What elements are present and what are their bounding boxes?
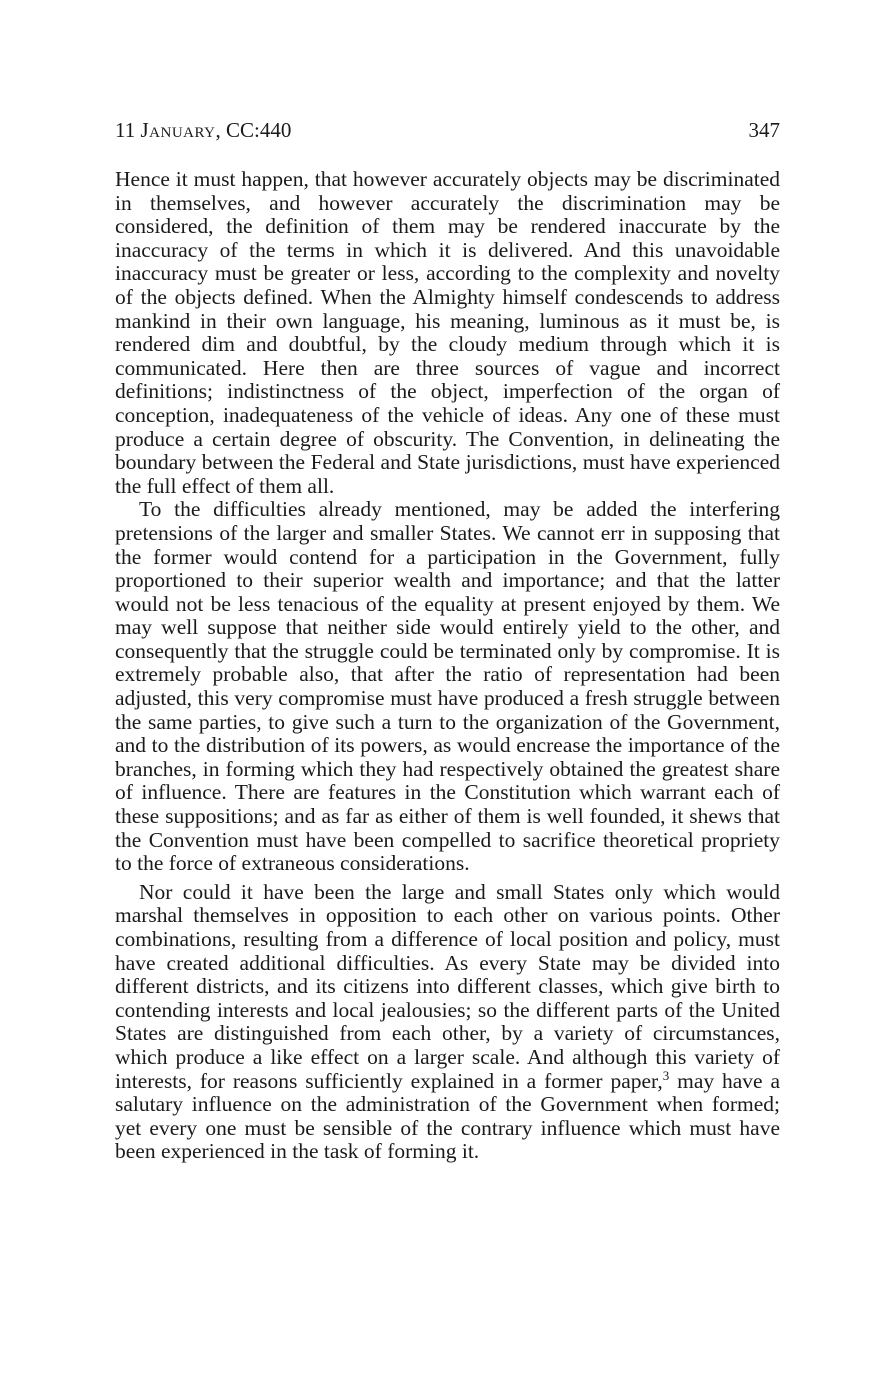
paragraph-3 (115, 881, 780, 1164)
running-head (115, 117, 780, 143)
paragraph-1: Hence it must happen, that however accurately objects may be discriminated in themselves, and however accurately the discrimination may be considered, the definition of them may be rendered inaccurate by the inaccuracy of the terms in which it is delivered. And this unavoidable inaccuracy must be greater or less, according to the complexity and novelty of the objects defined. When the Almighty himself condescends to address mankind in their own language, his meaning, luminous as it must be, is rendered dim and doubtful, by the cloudy medium through which it is communicated. Here then are three sources of vague and incorrect definitions; indistinctness of the object, imperfection of the organ of conception, inadequateness of the vehicle of ideas. Any one of these must produce a certain degree of obscurity. The Convention, in delineating the boundary between the Federal and State jurisdictions, must have experienced the full effect of them all. (115, 167, 780, 498)
date-month: January (140, 118, 216, 142)
running-head-left (115, 117, 291, 143)
paragraph-3-text-after-note: may have a salutary influence on the administration of the Government when formed; yet every one must be sensible of the contrary influence which must have been experienced in the task of forming it. (115, 1068, 780, 1164)
paragraph-3-text-before-note: Nor could it have been the large and small States only which would marshal themselves in opposition to each other on various points. Other combinations, resulting from a difference of local position and policy, must have created additional difficulties. As every State may be divided into different districts, and its citizens into different classes, which give birth to contending interests and local jealousies; so the different parts of the United States are distinguished from each other, by a variety of circumstances, which produce a like effect on a larger scale. And although this variety of interests, for reasons sufficiently explained in a former paper, (115, 879, 780, 1093)
page-number: 347 (748, 118, 780, 142)
footnote-reference[interactable]: 3 (662, 1067, 670, 1083)
body-text (115, 168, 780, 1164)
paragraph-2: To the difficulties already mentioned, may be added the interfering pretensions of the larger and smaller States. We cannot err in supposing that the former would contend for a participation in the Government, fully proportioned to their superior wealth and importance; and that the latter would not be less tenacious of the equality at present enjoyed by them. We may well suppose that neither side would entirely yield to the other, and consequently that the struggle could be terminated only by compromise. It is extremely probable also, that after the ratio of representation had been adjusted, this very compromise must have produced a fresh struggle between the same parties, to give such a turn to the organization of the Government, and to the distribution of its powers, as would encrease the importance of the branches, in forming which they had respectively obtained the greatest share of influence. There are features in the Constitution which warrant each of these suppositions; and as far as either of them is well founded, it shews that the Convention must have been compelled to sacrifice theoretical propriety to the force of extraneous considerations. (115, 497, 780, 876)
document-reference: , CC:440 (215, 118, 292, 142)
date-number: 11 (115, 118, 141, 142)
